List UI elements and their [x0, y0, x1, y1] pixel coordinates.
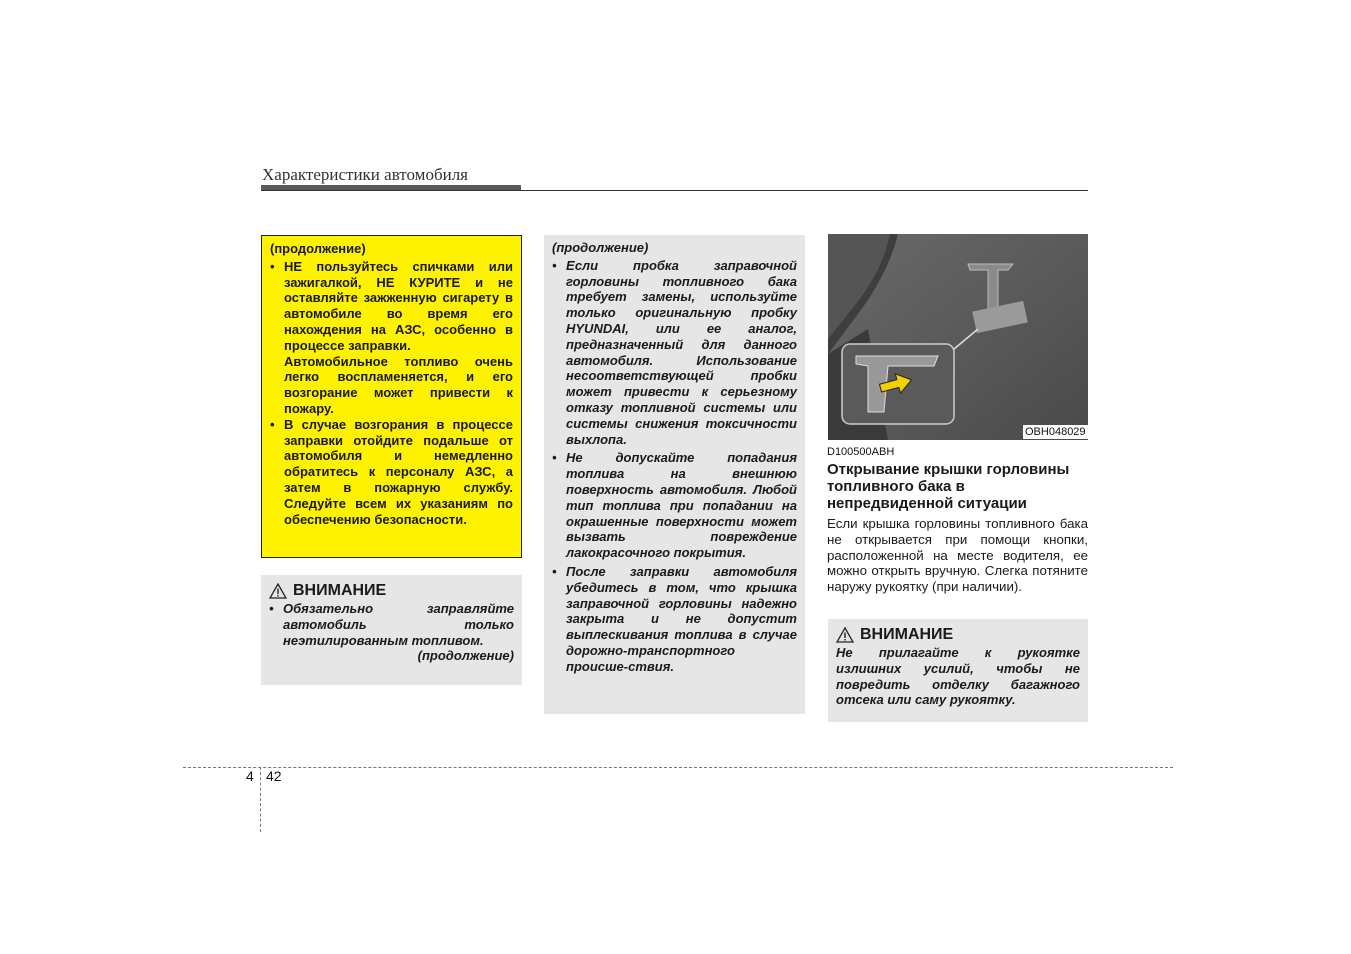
list-item-text: НЕ пользуйтесь спичками или зажигалкой, НЕ КУРИТЕ и не оставляйте зажженную сигарету в автомобиле во время его нахождения на АЗС, особенно в процессе заправки. [284, 258, 513, 353]
footer-vertical-divider [260, 767, 261, 832]
warning-title-text: ВНИМАНИЕ [293, 582, 387, 600]
warning-triangle-icon [836, 627, 854, 643]
bullet-dot: • [552, 563, 557, 579]
list-item [552, 450, 797, 561]
image-code: OBH048029 [1025, 426, 1086, 438]
list-item-text: После заправки автомобиля убедитесь в том, что крышка заправочной горловины надежно закрыта и не допустит выплескивания топлива в случае дорожно-транспортного происше-ствия. [566, 563, 797, 674]
list-item-text: Не допускайте попадания топлива на внешнюю поверхность автомобиля. Любой тип топлива при попадании на окрашенные поверхности может вызвать повреждение лакокрасочного покрытия. [566, 450, 797, 561]
fuel-door-release-photo [828, 234, 1088, 440]
bullet-dot: • [269, 601, 274, 616]
warning-box-fuel [261, 575, 522, 685]
list-item-text: Если пробка заправочной горловины топливного бака требует замены, используйте только оригинальную пробку HYUNDAI, или ее аналог, предназначенный для данного автомобиля. Использование несоответствующей пробки может привести к серьезному отказу топливной системы или системы снижения токсичности выхлопа. [566, 257, 797, 447]
section-code: D100500ABH [827, 446, 895, 458]
section-paragraph: Если крышка горловины топливного бака не открывается при помощи кнопки, расположенной на месте водителя, ее можно открыть вручную. Слегка потяните наружу рукоятку (при наличии). [827, 516, 1088, 595]
warning-text: Обязательно заправляйте автомобиль только неэтилированным топливом. [283, 601, 514, 648]
section-heading: Открывание крышки горловины топливного бака в непредвиденной ситуации [827, 461, 1070, 512]
bullet-dot: • [552, 450, 557, 466]
list-item-extra: Автомобильное топливо очень легко воспламеняется, и его возгорание может привести к пожару. [284, 353, 513, 416]
footer-divider [183, 767, 1173, 768]
warning-title [836, 627, 1080, 643]
list-item [552, 258, 797, 448]
list-item [269, 601, 514, 648]
warning-text: Не прилагайте к рукоятке излишних усилий, чтобы не повредить отделку багажного отсека или саму рукоятку. [836, 645, 1080, 708]
warning-box-handle [828, 619, 1088, 722]
bullet-dot: • [270, 258, 275, 274]
fire-caution-box [261, 235, 522, 558]
list-item [552, 564, 797, 675]
continued-label: (продолжение) [552, 240, 649, 255]
warning-title [269, 583, 514, 599]
continued-label: (продолжение) [270, 241, 366, 256]
list-item [270, 259, 513, 354]
page-number: 42 [266, 768, 282, 784]
header-rule [261, 190, 1088, 191]
fuel-cap-warnings-box [544, 235, 805, 714]
page-header-title: Характеристики автомобиля [262, 165, 468, 184]
bullet-dot: • [552, 257, 557, 273]
bullet-dot: • [270, 416, 275, 432]
section-number: 4 [246, 768, 254, 784]
warning-triangle-icon [269, 583, 287, 599]
list-item [270, 417, 513, 528]
warning-title-text: ВНИМАНИЕ [860, 626, 954, 644]
list-item-text: В случае возгорания в процессе заправки отойдите подальше от автомобиля и немедленно обратитесь к персоналу АЗС, а затем в пожарную службу. Следуйте всем их указаниям по обеспечению безопасности. [284, 416, 513, 527]
continued-label: (продолжение) [417, 648, 514, 664]
